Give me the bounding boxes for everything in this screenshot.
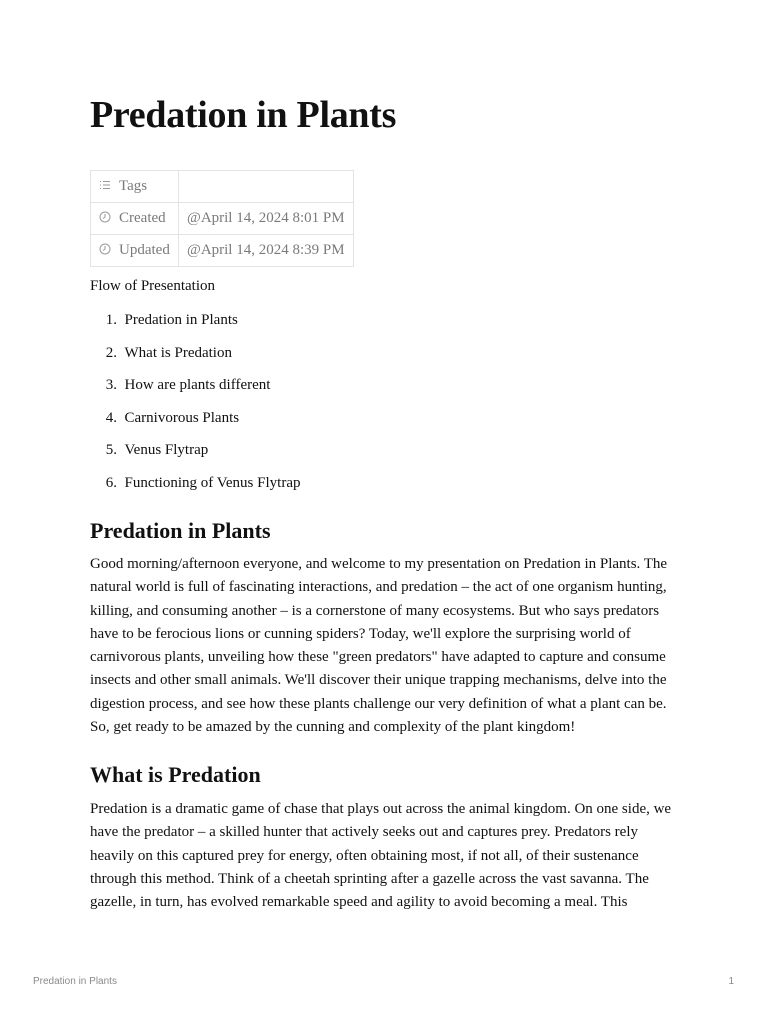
flow-list (90, 310, 300, 506)
section-body: Good morning/afternoon everyone, and welcome to my presentation on Predation in Plants. The natural world is full of fascinating interactions, and predation – the act of one organism hunting, killing, and consuming another – is a cornerstone of many ecosystems. But who says predators have to be ferocious lions or cunning spiders? Today, we'll explore the surprising world of carnivorous plants, unveiling how these "green predators" have adapted to capture and consume insects and other small animals. We'll discover their unique trapping mechanisms, delve into the digestion process, and see how these plants challenge our very definition of what a plant can be. So, get ready to be amazed by the cunning and complexity of the plant kingdom! (90, 556, 668, 736)
page-title: Predation in Plants (90, 94, 397, 136)
list-item (90, 473, 300, 506)
property-key: Created (119, 210, 166, 226)
property-value: @April 14, 2024 8:39 PM (179, 235, 354, 267)
list-text: Predation in Plants (124, 312, 238, 328)
list-text: Carnivorous Plants (124, 409, 240, 426)
properties-table (90, 170, 354, 267)
list-text: Functioning of Venus Flytrap (124, 474, 301, 491)
property-row-tags (91, 171, 354, 203)
list-number: 1. (105, 312, 117, 328)
property-key: Tags (119, 178, 148, 194)
property-key: Updated (119, 242, 170, 258)
list-number: 3. (105, 377, 117, 394)
list-icon (99, 179, 111, 191)
list-item (90, 375, 300, 408)
list-item (90, 310, 300, 343)
page-number: 1 (728, 976, 734, 987)
section-heading: Predation in Plants (90, 518, 271, 543)
property-key-cell (91, 203, 179, 235)
section-body: Predation is a dramatic game of chase that plays out across the animal kingdom. On one side, we have the predator – a skilled hunter that actively seeks out and captures prey. Predators rely heavily on this captured prey for energy, often obtaining most, if not all, of their sustenance through this method. Think of a cheetah sprinting after a gazelle across the vast savanna. The gazelle, in turn, has evolved remarkable speed and agility to avoid becoming a meal. This (90, 801, 672, 911)
list-text: Venus Flytrap (124, 442, 209, 459)
clock-icon (99, 211, 111, 223)
section-heading: What is Predation (90, 762, 261, 787)
list-item (90, 440, 300, 473)
property-value: @April 14, 2024 8:01 PM (179, 203, 354, 235)
list-number: 5. (105, 442, 117, 459)
property-key-cell (91, 235, 179, 267)
property-row-updated (91, 235, 354, 267)
property-row-created (91, 203, 354, 235)
footer-title: Predation in Plants (33, 976, 117, 987)
clock-icon (99, 243, 111, 255)
list-item (90, 408, 300, 441)
list-text: What is Predation (124, 344, 232, 361)
list-number: 2. (105, 344, 117, 361)
list-number: 4. (105, 409, 117, 426)
property-key-cell (91, 171, 179, 203)
list-item (90, 343, 300, 376)
property-value[interactable] (179, 171, 354, 203)
flow-label: Flow of Presentation (90, 278, 215, 294)
list-text: How are plants different (124, 377, 271, 394)
list-number: 6. (105, 474, 117, 491)
